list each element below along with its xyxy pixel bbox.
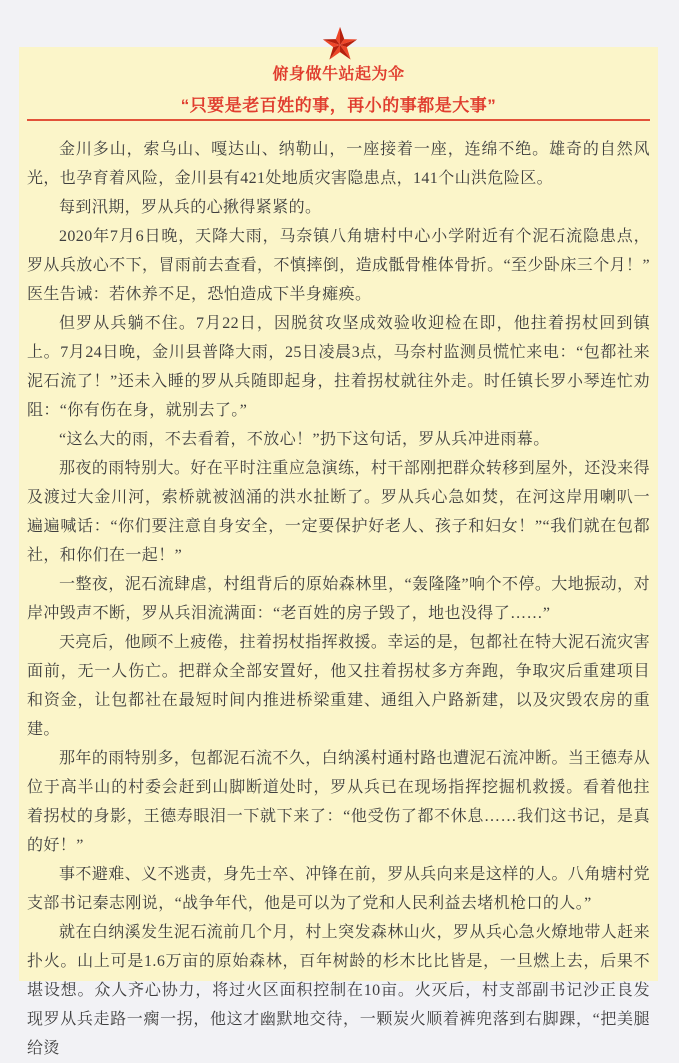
- paragraph: 事不避难、义不逃责，身先士卒、冲锋在前，罗从兵向来是这样的人。八角塘村党支部书记秦志刚说，“战争年代，他是可以为了党和人民利益去堵机枪口的人。”: [27, 866, 650, 912]
- paragraph: 一整夜，泥石流肆虐，村组背后的原始森林里，“轰隆隆”响个不停。大地振动，对岸冲毁声不断，罗从兵泪流满面：“老百姓的房子毁了，地也没得了……”: [27, 576, 650, 622]
- paragraph: 但罗从兵躺不住。7月22日，因脱贫攻坚成效验收迎检在即，他拄着拐杖回到镇上。7月24日晚，金川县普降大雨，25日凌晨3点，马奈村监测员慌忙来电：“包都社来泥石流了！”还未入睡的罗从兵随即起身，拄着拐杖就往外走。时任镇长罗小琴连忙劝阻：“你有伤在身，就别去了。”: [27, 315, 650, 419]
- paragraph: 金川多山，索乌山、嘎达山、纳勒山，一座接着一座，连绵不绝。雄奇的自然风光，也孕育着风险，金川县有421处地质灾害隐患点，141个山洪危险区。: [27, 141, 650, 187]
- paragraph: 那年的雨特别多，包都泥石流不久，白纳溪村通村路也遭泥石流冲断。当王德寿从位于高半山的村委会赶到山脚断道处时，罗从兵已在现场指挥挖掘机救援。看着他拄着拐杖的身影，王德寿眼泪一下就下来了：“他受伤了都不休息……我们这书记，是真的好！”: [27, 750, 650, 854]
- paragraph: 每到汛期，罗从兵的心揪得紧紧的。: [59, 199, 322, 216]
- header-divider: [27, 119, 650, 121]
- article-panel: [19, 47, 658, 1057]
- paragraph: 那夜的雨特别大。好在平时注重应急演练，村干部刚把群众转移到屋外，还没来得及渡过大金川河，索桥就被汹涌的洪水扯断了。罗从兵心急如焚，在河这岸用喇叭一遍遍喊话：“你们要注意自身安全，一定要保护好老人、孩子和妇女！”“我们就在包都社，和你们在一起！”: [27, 460, 650, 564]
- paragraph: “这么大的雨，不去看着，不放心！”扔下这句话，罗从兵冲进雨幕。: [59, 431, 550, 448]
- paragraph: 2020年7月6日晚，天降大雨，马奈镇八角塘村中心小学附近有个泥石流隐患点，罗从兵放心不下，冒雨前去查看，不慎摔倒，造成骶骨椎体骨折。“至少卧床三个月！”医生告诫：若休养不足，恐怕造成下半身瘫痪。: [27, 228, 650, 303]
- article-title: 俯身做牛站起为伞: [272, 66, 405, 83]
- article-body: [27, 135, 650, 1063]
- article-subtitle: “只要是老百姓的事，再小的事都是大事”: [180, 96, 497, 115]
- paragraph: 就在白纳溪发生泥石流前几个月，村上突发森林山火，罗从兵心急火燎地带人赶来扑火。山上可是1.6万亩的原始森林，百年树龄的杉木比比皆是，一旦燃上去，后果不堪设想。众人齐心协力，将过火区面积控制在10亩。火灭后，村支部副书记沙正良发现罗从兵走路一瘸一拐，他这才幽默地交待，一颗炭火顺着裤兜落到右脚踝，“把美腿给烫: [27, 924, 650, 1057]
- red-star-icon: [321, 25, 359, 63]
- paragraph: 天亮后，他顾不上疲倦，拄着拐杖指挥救援。幸运的是，包都社在特大泥石流灾害面前，无一人伤亡。把群众全部安置好，他又拄着拐杖多方奔跑，争取灾后重建项目和资金，让包都社在最短时间内推进桥梁重建、通组入户路新建，以及灾毁农房的重建。: [27, 634, 650, 738]
